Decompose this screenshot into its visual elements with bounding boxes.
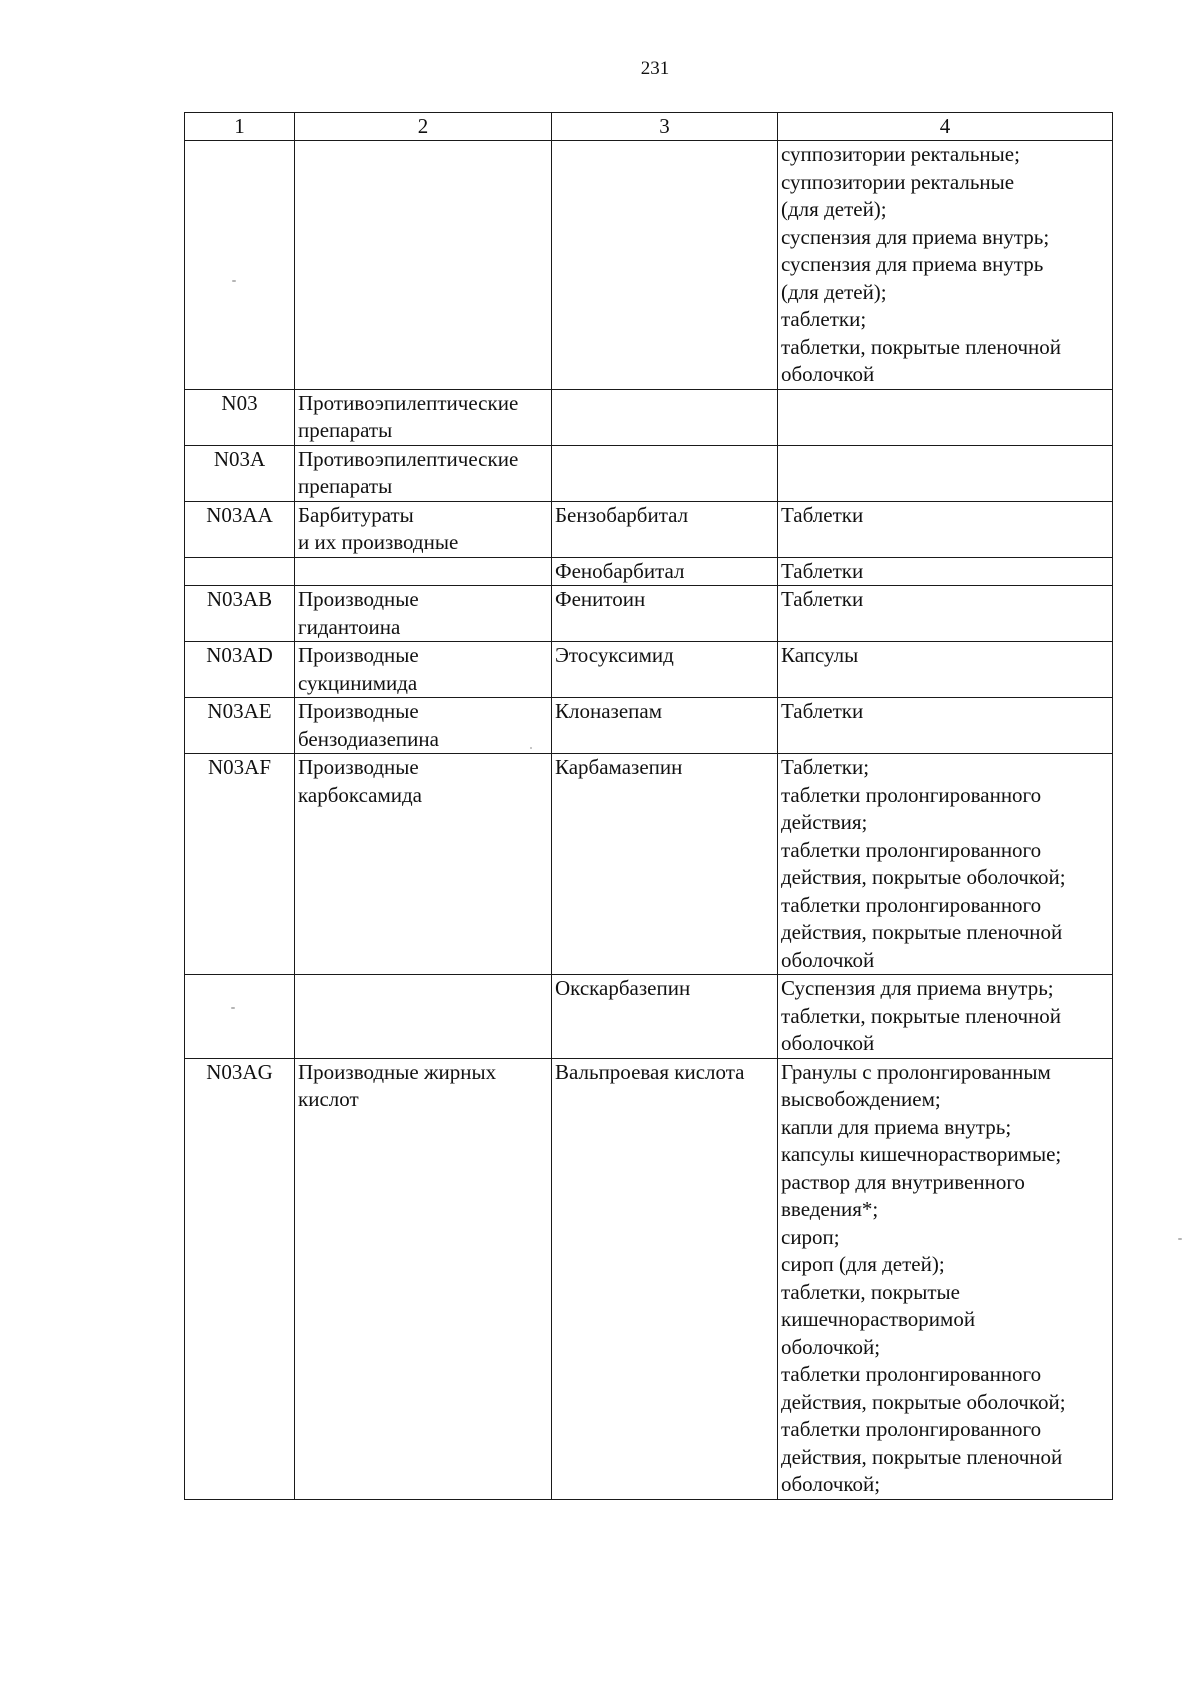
table-row [185, 1058, 1113, 1499]
table-row [185, 389, 1113, 445]
column-header-4: 4 [778, 113, 1113, 141]
atc-code-cell: N03AB [185, 586, 295, 642]
dosage-form-line: действия, покрытые пленочной [781, 1444, 1063, 1469]
group-line: препараты [298, 474, 393, 498]
drug-name-cell: Окскарбазепин [552, 975, 778, 1059]
dosage-forms-cell [778, 141, 1113, 390]
column-header-3: 3 [552, 113, 778, 141]
scan-speck [231, 1007, 235, 1009]
anatomical-therapeutic-group-cell [295, 1058, 552, 1499]
dosage-form-line: оболочкой [781, 947, 875, 972]
group-line: Производные [298, 699, 419, 723]
dosage-form-line: Таблетки [781, 558, 864, 583]
dosage-form-line: оболочкой; [781, 1334, 881, 1359]
drug-name-cell [552, 445, 778, 501]
dosage-form-line: таблетки пролонгированного [781, 1417, 1042, 1441]
atc-code-cell: N03AF [185, 754, 295, 975]
atc-code-cell: N03AD [185, 642, 295, 698]
atc-code-cell [185, 557, 295, 586]
dosage-forms-cell [778, 501, 1113, 557]
dosage-form-line: кишечнорастворимой [781, 1307, 976, 1331]
dosage-form-line: капсулы кишечнорастворимые; [781, 1142, 1062, 1166]
atc-code-cell: N03 [185, 389, 295, 445]
group-line: Производные жирных [298, 1059, 497, 1084]
group-line: препараты [298, 418, 393, 442]
header-row [185, 113, 1113, 141]
dosage-form-line: (для детей); [781, 279, 887, 304]
drug-name-cell: Фенитоин [552, 586, 778, 642]
dosage-form-line: суппозитории ректальные; [781, 142, 1020, 166]
column-header-1: 1 [185, 113, 295, 141]
dosage-form-line: таблетки пролонгированного [781, 782, 1042, 807]
dosage-forms-cell [778, 557, 1113, 586]
drug-name-cell [552, 141, 778, 390]
dosage-forms-cell [778, 445, 1113, 501]
drug-name-cell: Бензобарбитал [552, 501, 778, 557]
dosage-form-line: сироп (для детей); [781, 1252, 945, 1276]
dosage-form-line: высвобождением; [781, 1087, 941, 1111]
anatomical-therapeutic-group-cell [295, 501, 552, 557]
dosage-form-line: действия; [781, 810, 868, 834]
column-header-2: 2 [295, 113, 552, 141]
dosage-form-line: оболочкой [781, 362, 875, 386]
dosage-forms-cell [778, 754, 1113, 975]
table-row [185, 642, 1113, 698]
table-row [185, 975, 1113, 1059]
group-line: Противоэпилептические [298, 446, 519, 471]
table-row [185, 698, 1113, 754]
drug-name-cell: Карбамазепин [552, 754, 778, 975]
dosage-form-line: действия, покрытые пленочной [781, 920, 1063, 944]
dosage-forms-cell [778, 586, 1113, 642]
anatomical-therapeutic-group-cell [295, 754, 552, 975]
anatomical-therapeutic-group-cell [295, 698, 552, 754]
dosage-form-line: капли для приема внутрь; [781, 1114, 1012, 1139]
group-line: бензодиазепина [298, 726, 439, 751]
group-line: сукцинимида [298, 670, 418, 695]
atc-code-cell: N03AE [185, 698, 295, 754]
group-line: гидантоина [298, 614, 401, 639]
dosage-form-line: таблетки, покрытые пленочной [781, 334, 1062, 359]
group-line: Производные [298, 755, 419, 779]
dosage-form-line: оболочкой [781, 1031, 875, 1055]
dosage-form-line: таблетки пролонгированного [781, 837, 1042, 862]
dosage-form-line: (для детей); [781, 197, 887, 221]
dosage-form-line: сироп; [781, 1224, 840, 1249]
dosage-form-line: таблетки; [781, 307, 867, 331]
dosage-form-line: Суспензия для приема внутрь; [781, 976, 1054, 1000]
dosage-form-line: Таблетки [781, 587, 864, 611]
dosage-form-line: введения*; [781, 1197, 879, 1221]
table-row [185, 141, 1113, 390]
anatomical-therapeutic-group-cell [295, 975, 552, 1059]
dosage-form-line: действия, покрытые оболочкой; [781, 865, 1066, 889]
atc-code-cell: N03AG [185, 1058, 295, 1499]
drug-name-cell: Фенобарбитал [552, 557, 778, 586]
dosage-form-line: Таблетки [781, 502, 864, 527]
table-row [185, 754, 1113, 975]
group-line: Производные [298, 643, 419, 667]
atc-code-cell: N03AA [185, 501, 295, 557]
anatomical-therapeutic-group-cell [295, 445, 552, 501]
dosage-form-line: таблетки, покрытые пленочной [781, 1003, 1062, 1028]
dosage-forms-cell [778, 389, 1113, 445]
table-body [185, 141, 1113, 1500]
anatomical-therapeutic-group-cell [295, 642, 552, 698]
anatomical-therapeutic-group-cell [295, 141, 552, 390]
dosage-form-line: суппозитории ректальные [781, 169, 1015, 194]
table-row [185, 557, 1113, 586]
group-line: Противоэпилептические [298, 390, 519, 415]
dosage-form-line: оболочкой; [781, 1472, 881, 1496]
table-row [185, 586, 1113, 642]
atc-code-cell: N03A [185, 445, 295, 501]
atc-code-cell [185, 141, 295, 390]
dosage-form-line: Таблетки [781, 699, 864, 723]
drug-name-cell: Этосуксимид [552, 642, 778, 698]
group-line: и их производные [298, 530, 459, 554]
drug-name-cell [552, 389, 778, 445]
dosage-form-line: суспензия для приема внутрь [781, 252, 1044, 276]
drug-list-table [184, 112, 1113, 1500]
group-line: карбоксамида [298, 782, 423, 807]
drug-name-cell: Клоназепам [552, 698, 778, 754]
dosage-forms-cell [778, 975, 1113, 1059]
drug-name-cell: Вальпроевая кислота [552, 1058, 778, 1499]
table-header [185, 113, 1113, 141]
dosage-form-line: Таблетки; [781, 755, 870, 779]
dosage-forms-cell [778, 698, 1113, 754]
group-line: Производные [298, 587, 419, 611]
anatomical-therapeutic-group-cell [295, 389, 552, 445]
dosage-form-line: Капсулы [781, 643, 859, 667]
dosage-form-line: раствор для внутривенного [781, 1169, 1025, 1194]
dosage-form-line: таблетки пролонгированного [781, 892, 1042, 917]
group-line: Барбитураты [298, 502, 414, 527]
table-row [185, 445, 1113, 501]
anatomical-therapeutic-group-cell [295, 557, 552, 586]
group-line: кислот [298, 1087, 359, 1111]
dosage-forms-cell [778, 642, 1113, 698]
page-number: 231 [640, 58, 670, 79]
dosage-form-line: действия, покрытые оболочкой; [781, 1389, 1066, 1414]
scan-speck [232, 280, 236, 282]
dosage-form-line: таблетки, покрытые [781, 1279, 960, 1304]
dosage-form-line: Гранулы с пролонгированным [781, 1059, 1051, 1084]
dosage-form-line: суспензия для приема внутрь; [781, 224, 1050, 249]
atc-code-cell [185, 975, 295, 1059]
dosage-form-line: таблетки пролонгированного [781, 1362, 1042, 1386]
scan-speck [1178, 1238, 1182, 1240]
scan-speck [530, 747, 532, 749]
dosage-forms-cell [778, 1058, 1113, 1499]
table-row [185, 501, 1113, 557]
anatomical-therapeutic-group-cell [295, 586, 552, 642]
